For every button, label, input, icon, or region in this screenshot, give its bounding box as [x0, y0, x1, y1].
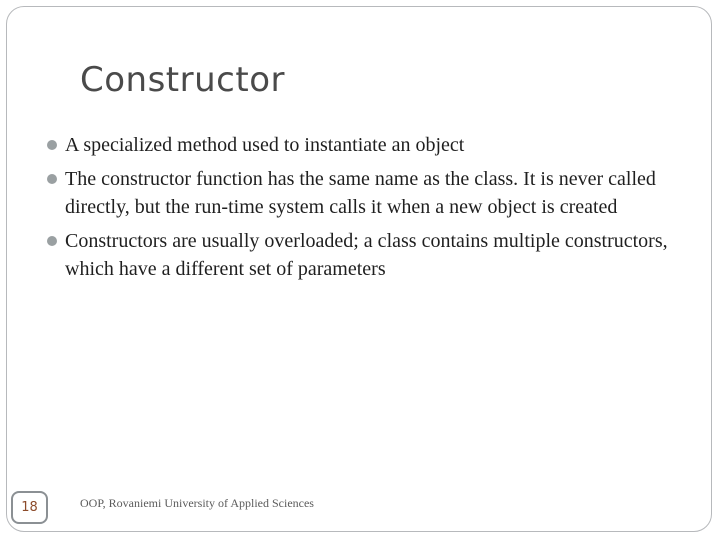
bullet-dot-icon	[47, 236, 57, 246]
bullet-text: A specialized method used to instantiate an object	[65, 134, 465, 156]
footer-text: OOP, Rovaniemi University of Applied Sciences	[80, 496, 314, 510]
bullet-item	[46, 131, 686, 159]
page-number: 18	[21, 500, 38, 515]
bullet-dot-icon	[47, 174, 57, 184]
bullet-dot-icon	[47, 140, 57, 150]
slide-title: Constructor	[80, 60, 285, 100]
bullet-text: Constructors are usually overloaded; a class contains multiple constructors, which have a different set of parameters	[65, 230, 668, 280]
bullet-list	[46, 131, 686, 289]
bullet-item	[46, 227, 686, 283]
bullet-text: The constructor function has the same name as the class. It is never called directly, but the run-time system calls it when a new object is created	[65, 168, 656, 218]
page-number-badge	[11, 491, 48, 524]
bullet-item	[46, 165, 686, 221]
